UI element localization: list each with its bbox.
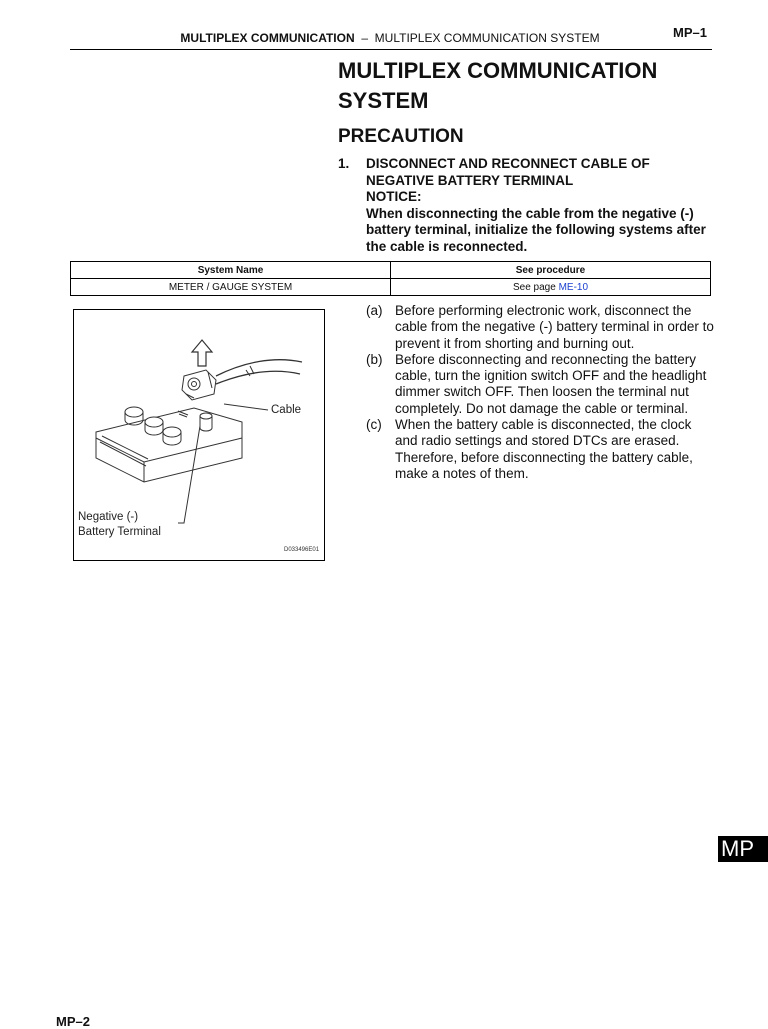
list-item bbox=[366, 352, 716, 417]
step-number: 1. bbox=[338, 156, 350, 171]
item-text: Before disconnecting and reconnecting the battery cable, turn the ignition switch OFF and the headlight dimmer switch OFF. Then loosen the terminal nut completely. Do not damage the cable or terminal. bbox=[395, 351, 707, 416]
table-row bbox=[71, 279, 711, 296]
table-header-row bbox=[71, 262, 711, 279]
item-label: (c) bbox=[366, 417, 382, 433]
item-text: Before performing electronic work, disconnect the cable from the negative (-) battery terminal in order to prevent it from shorting and burning out. bbox=[395, 303, 714, 351]
header-section-title: MULTIPLEX COMMUNICATION SYSTEM bbox=[374, 31, 600, 45]
terminal-label-line1: Negative (-) bbox=[78, 511, 139, 523]
page-number: MP–1 bbox=[673, 25, 707, 40]
list-item bbox=[366, 417, 716, 482]
table-header-procedure: See procedure bbox=[391, 262, 711, 279]
instruction-list bbox=[366, 303, 716, 482]
notice-label: NOTICE: bbox=[366, 189, 422, 204]
item-label: (a) bbox=[366, 303, 383, 318]
table-cell-procedure bbox=[391, 279, 711, 296]
step-block bbox=[366, 156, 716, 255]
procedure-table bbox=[70, 261, 711, 296]
table-cell-system: METER / GAUGE SYSTEM bbox=[71, 279, 391, 296]
cable-label: Cable bbox=[271, 404, 302, 416]
table-header-system: System Name bbox=[71, 262, 391, 279]
figure-code: D033496E01 bbox=[284, 547, 320, 553]
running-header bbox=[70, 31, 710, 45]
item-text: When the battery cable is disconnected, the clock and radio settings and stored DTCs are erased. Therefore, before disconnecting the battery cable, make a notes of them. bbox=[395, 417, 693, 481]
terminal-label-line2: Battery Terminal bbox=[78, 526, 161, 538]
notice-text: When disconnecting the cable from the negative (-) battery terminal, initialize the following systems after the cable is reconnected. bbox=[366, 205, 706, 254]
page-title: MULTIPLEX COMMUNICATION SYSTEM bbox=[338, 58, 658, 113]
battery-terminal-figure bbox=[73, 309, 325, 561]
step-heading: DISCONNECT AND RECONNECT CABLE OF NEGATIVE BATTERY TERMINAL bbox=[366, 156, 650, 188]
next-page-number: MP–2 bbox=[56, 1014, 90, 1029]
header-separator: – bbox=[361, 31, 368, 45]
section-heading: PRECAUTION bbox=[338, 126, 464, 147]
header-section-bold: MULTIPLEX COMMUNICATION bbox=[180, 31, 355, 45]
item-label: (b) bbox=[366, 351, 383, 367]
procedure-prefix: See page bbox=[512, 281, 559, 293]
header-divider bbox=[70, 49, 712, 50]
list-item bbox=[366, 303, 716, 352]
procedure-link[interactable]: ME-10 bbox=[558, 281, 589, 293]
section-tab: MP bbox=[718, 836, 768, 862]
